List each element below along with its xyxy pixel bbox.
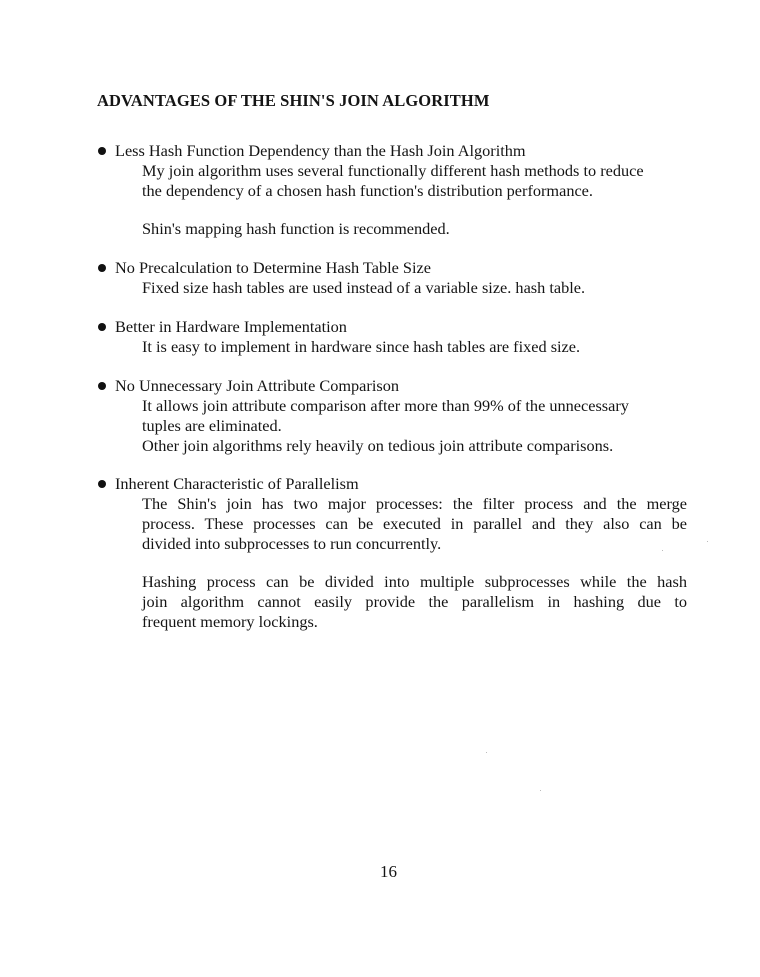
section-heading-text: Inherent Characteristic of Parallelism bbox=[115, 474, 359, 493]
scan-speck bbox=[486, 752, 487, 753]
section-body bbox=[142, 278, 697, 298]
body-line: Hashing process can be divided into multiple subprocesses while the hash bbox=[142, 572, 687, 591]
body-line: My join algorithm uses several functionally different hash methods to reduce bbox=[142, 161, 644, 180]
section-body bbox=[142, 494, 697, 632]
section-heading bbox=[97, 141, 697, 161]
body-line: frequent memory lockings. bbox=[142, 612, 318, 631]
section-heading-text: Better in Hardware Implementation bbox=[115, 317, 347, 336]
body-line: Other join algorithms rely heavily on tedious join attribute comparisons. bbox=[142, 436, 614, 455]
bullet-icon bbox=[98, 382, 106, 390]
advantage-section bbox=[97, 258, 697, 298]
section-heading bbox=[97, 258, 697, 278]
bullet-icon bbox=[98, 147, 106, 155]
body-line: Fixed size hash tables are used instead of a variable size. hash table. bbox=[142, 278, 586, 297]
section-heading bbox=[97, 317, 697, 337]
section-body bbox=[142, 161, 697, 239]
advantage-section bbox=[97, 474, 697, 632]
body-line: Shin's mapping hash function is recommended. bbox=[142, 219, 450, 238]
scan-speck bbox=[707, 541, 708, 542]
page-number: 16 bbox=[380, 862, 397, 881]
section-heading bbox=[97, 474, 697, 494]
section-heading-text: Less Hash Function Dependency than the Hash Join Algorithm bbox=[115, 141, 526, 160]
section-heading-text: No Unnecessary Join Attribute Comparison bbox=[115, 376, 399, 395]
section-heading bbox=[97, 376, 697, 396]
section-body bbox=[142, 337, 697, 357]
body-line: divided into subprocesses to run concurrently. bbox=[142, 534, 442, 553]
body-line: It is easy to implement in hardware since hash tables are fixed size. bbox=[142, 337, 581, 356]
bullet-icon bbox=[98, 480, 106, 488]
bullet-icon bbox=[98, 264, 106, 272]
page-title: ADVANTAGES OF THE SHIN'S JOIN ALGORITHM bbox=[97, 91, 490, 110]
body-line: join algorithm cannot easily provide the parallelism in hashing due to bbox=[142, 592, 687, 611]
body-line: process. These processes can be executed in parallel and they also can be bbox=[142, 514, 687, 533]
body-line: the dependency of a chosen hash function's distribution performance. bbox=[142, 181, 593, 200]
body-line: It allows join attribute comparison after more than 99% of the unnecessary bbox=[142, 396, 629, 415]
advantage-section bbox=[97, 317, 697, 357]
body-line: tuples are eliminated. bbox=[142, 416, 282, 435]
bullet-icon bbox=[98, 323, 106, 331]
section-body bbox=[142, 396, 697, 456]
advantage-section bbox=[97, 376, 697, 456]
scan-speck bbox=[662, 550, 663, 551]
body-line: The Shin's join has two major processes: the filter process and the merge bbox=[142, 494, 687, 513]
section-heading-text: No Precalculation to Determine Hash Table Size bbox=[115, 258, 431, 277]
scan-speck bbox=[540, 790, 541, 791]
advantage-section bbox=[97, 141, 697, 239]
